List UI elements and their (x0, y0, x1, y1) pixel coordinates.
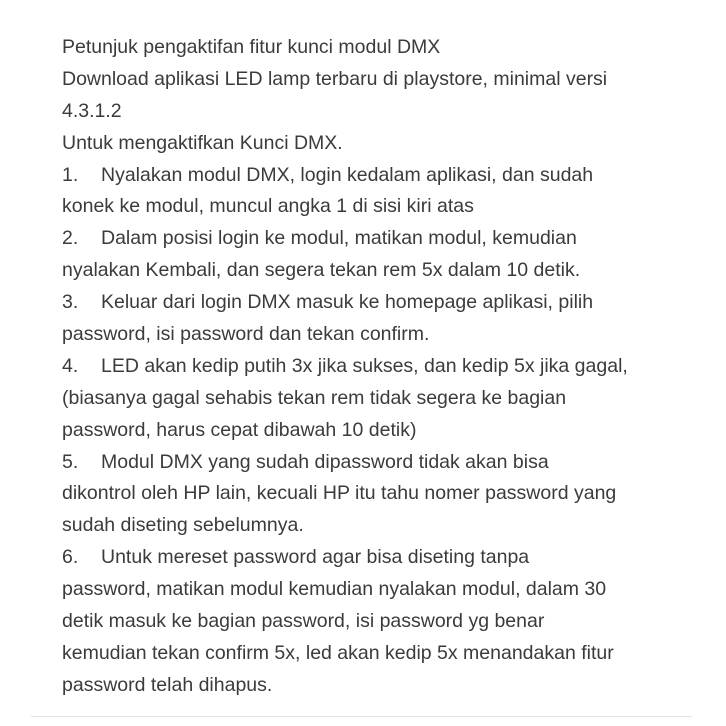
step-number: 5. (62, 450, 79, 473)
step-text: Modul DMX yang sudah dipassword tidak akan bisa (101, 450, 549, 473)
step-line (62, 447, 712, 479)
step-text: Dalam posisi login ke modul, matikan modul, kemudian (101, 227, 577, 250)
step-line (62, 351, 712, 383)
step-text: Untuk mereset password agar bisa diseting tanpa (101, 546, 530, 569)
step-number: 4. (62, 354, 79, 377)
step-line (62, 574, 712, 606)
step-text: nyalakan Kembali, dan segera tekan rem 5x dalam 10 detik. (62, 259, 581, 282)
step-item (62, 223, 712, 287)
step-item (62, 160, 712, 224)
document-body (62, 32, 712, 702)
step-number: 6. (62, 546, 79, 569)
step-item (62, 542, 712, 701)
step-line (62, 415, 712, 447)
step-text: (biasanya gagal sehabis tekan rem tidak segera ke bagian (62, 386, 567, 409)
step-text: sudah diseting sebelumnya. (62, 514, 304, 537)
intro-line: 4.3.1.2 (62, 99, 122, 122)
step-line (62, 319, 712, 351)
step-text: LED akan kedip putih 3x jika sukses, dan kedip 5x jika gagal, (101, 354, 628, 377)
step-text: dikontrol oleh HP lain, kecuali HP itu tahu nomer password yang (62, 482, 617, 505)
step-line (62, 478, 712, 510)
step-text: konek ke modul, muncul angka 1 di sisi kiri atas (62, 195, 474, 218)
step-line (62, 383, 712, 415)
intro-line: Download aplikasi LED lamp terbaru di playstore, minimal versi (62, 67, 608, 90)
step-number: 2. (62, 227, 79, 250)
step-text: Nyalakan modul DMX, login kedalam aplikasi, dan sudah (101, 163, 594, 186)
steps-list (62, 160, 712, 702)
step-line (62, 510, 712, 542)
step-item (62, 351, 712, 447)
step-item (62, 447, 712, 543)
step-text: password telah dihapus. (62, 673, 273, 696)
step-line (62, 223, 712, 255)
step-text: Keluar dari login DMX masuk ke homepage aplikasi, pilih (101, 291, 594, 314)
step-line (62, 287, 712, 319)
document-title: Petunjuk pengaktifan fitur kunci modul DMX (62, 36, 441, 58)
step-line (62, 191, 712, 223)
step-number: 3. (62, 291, 79, 314)
step-text: kemudian tekan confirm 5x, led akan kedip 5x menandakan fitur (62, 641, 614, 664)
step-text: detik masuk ke bagian password, isi password yg benar (62, 610, 545, 633)
step-text: password, matikan modul kemudian nyalakan modul, dalam 30 (62, 578, 607, 601)
step-text: password, harus cepat dibawah 10 detik) (62, 418, 417, 441)
divider (31, 716, 692, 717)
step-line (62, 160, 712, 192)
step-line (62, 255, 712, 287)
step-text: password, isi password dan tekan confirm. (62, 323, 430, 346)
step-line (62, 542, 712, 574)
step-line (62, 638, 712, 670)
subtitle: Untuk mengaktifkan Kunci DMX. (62, 131, 343, 154)
step-line (62, 670, 712, 702)
step-number: 1. (62, 163, 79, 186)
step-line (62, 606, 712, 638)
step-item (62, 287, 712, 351)
